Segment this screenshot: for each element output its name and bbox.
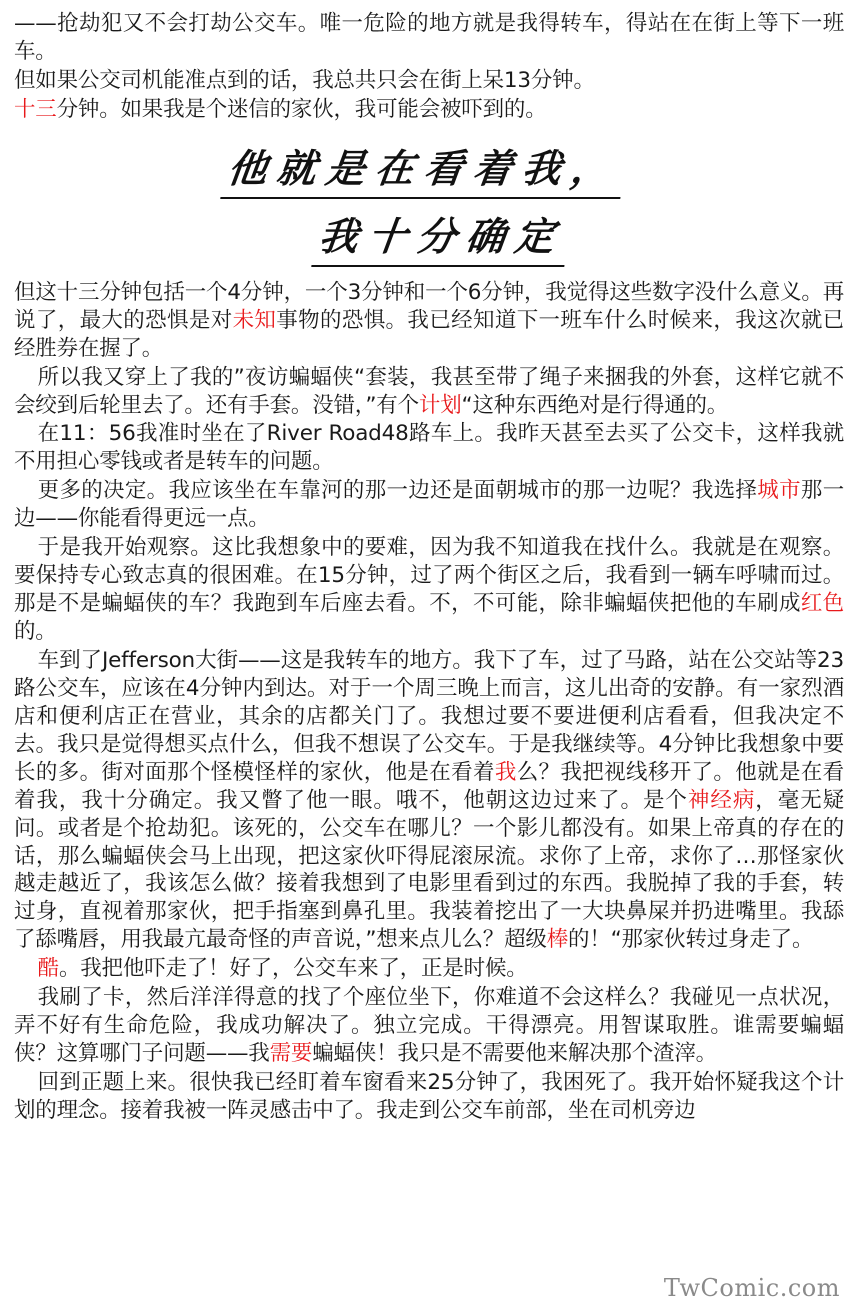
text-run: 事物的恐惧。我已经知道下一班车什么时候来，我这次就已经胜券在握了。 xyxy=(14,307,844,361)
paragraph-7 xyxy=(14,477,844,533)
paragraph-9 xyxy=(14,647,844,954)
watermark: TwComic.com xyxy=(663,1274,840,1302)
text-run-highlight: 我 xyxy=(494,759,517,785)
text-run: 在11：56我准时坐在了River Road48路车上。我昨天甚至去买了公交卡，这样我就不用担心零钱或者是转车的问题。 xyxy=(14,421,844,475)
text-run-highlight: 需要 xyxy=(269,1041,313,1067)
text-run-highlight: 计划 xyxy=(418,392,462,418)
paragraph-3 xyxy=(14,96,844,124)
text-run: 的！“那家伙转过身走了。 xyxy=(568,927,814,953)
paragraph-12 xyxy=(14,1069,844,1125)
paragraph-6 xyxy=(14,420,844,476)
text-run: 的。 xyxy=(14,619,57,644)
text-run-highlight: 酷 xyxy=(37,956,59,982)
paragraph-8 xyxy=(14,534,844,646)
text-run: 我刷了卡，然后洋洋得意的找了个座位坐下，你难道不会这样么？我碰见一点状况，弄不好有生命危险，我成功解决了。独立完成。干得漂亮。用智谋取胜。谁需要蝙蝠侠？这算哪门子问题——我 xyxy=(14,985,844,1067)
paragraph-5 xyxy=(14,364,844,420)
text-run: 于是我开始观察。这比我想象中的要难，因为我不知道我在找什么。我就是在观察。要保持专心致志真的很困难。在15分钟，过了两个街区之后，我看到一辆车呼啸而过。那是不是蝙蝠侠的车？我跑到车后座去看。不，不可能，除非蝙蝠侠把他的车刷成 xyxy=(14,535,844,617)
text-run: 所以我又穿上了我的”夜访蝙蝠侠“套装，我甚至带了绳子来捆我的外套，这样它就不会绞到后轮里去了。还有手套。没错，”有个 xyxy=(14,364,844,418)
paragraph-1 xyxy=(14,10,844,66)
text-run-highlight: 十三 xyxy=(14,96,57,122)
text-run-highlight: 棒 xyxy=(546,927,569,953)
text-run: ——抢劫犯又不会打劫公交车。唯一危险的地方就是我得转车，得站在在街上等下一班车。 xyxy=(14,11,844,64)
text-run: 但这十三分钟包括一个4分钟，一个3分钟和一个6分钟，我觉得这些数字没什么意义。再说了，最大的恐惧是对 xyxy=(14,279,844,333)
text-run: “这种东西绝对是行得通的。 xyxy=(461,392,729,418)
paragraph-4 xyxy=(14,279,844,363)
handwritten-title xyxy=(14,138,844,267)
text-run: 那一边——你能看得更远一点。 xyxy=(14,478,844,532)
text-run: 回到正题上来。很快我已经盯着车窗看来25分钟了，我困死了。我开始怀疑我这个计划的理念。接着我被一阵灵感击中了。我走到公交车前部，坐在司机旁边 xyxy=(14,1070,844,1123)
text-run-highlight: 城市 xyxy=(757,478,801,504)
text-run: 车到了Jefferson大街——这是我转车的地方。我下了车，过了马路，站在公交站等23路公交车，应该在4分钟内到达。对于一个周三晚上而言，这儿出奇的安静。有一家烈酒店和便利店正在营业，其余的店都关门了。我想过要不要进便利店看看，但我决定不去。我只是觉得想买点什么，但我不想误了公交车。于是我继续等。4分钟比我想象中要长的多。街对面那个怪模怪样的家伙，他是在看着 xyxy=(14,647,844,785)
handwritten-title-line-1: 他就是在看着我， xyxy=(220,138,628,199)
paragraph-2 xyxy=(14,67,844,95)
text-run: 。我把他吓走了！好了，公交车来了，正是时候。 xyxy=(58,956,528,982)
text-run-highlight: 神经病 xyxy=(687,787,756,813)
text-run: 更多的决定。我应该坐在车靠河的那一边还是面朝城市的那一边呢？我选择 xyxy=(37,478,758,504)
text-run: 但如果公交司机能准点到的话，我总共只会在街上呆13分钟。 xyxy=(14,67,595,93)
text-run: 么？我把视线移开了。他就是在看着我，我十分确定。我又瞥了他一眼。哦不，他朝这边过来了。是个 xyxy=(14,759,844,813)
paragraph-10 xyxy=(14,955,844,983)
handwritten-title-line-2: 我十分确定 xyxy=(312,206,573,267)
text-run: 分钟。如果我是个迷信的家伙，我可能会被吓到的。 xyxy=(56,96,547,122)
text-run-highlight: 未知 xyxy=(232,307,277,333)
paragraph-11 xyxy=(14,984,844,1068)
text-run: 蝙蝠侠！我只是不需要他来解决那个渣滓。 xyxy=(312,1041,717,1067)
text-run: ，毫无疑问。或者是个抢劫犯。该死的，公交车在哪儿？一个影儿都没有。如果上帝真的存在的话，那么蝙蝠侠会马上出现，把这家伙吓得屁滚尿流。求你了上帝，求你了…那怪家伙越走越近了，我该怎么做？接着我想到了电影里看到过的东西。我脱掉了我的手套，转过身，直视着那家伙，把手指塞到鼻孔里。我装着挖出了一大块鼻屎并扔进嘴里。我舔了舔嘴唇，用我最亢最奇怪的声音说，”想来点儿么？超级 xyxy=(14,787,844,953)
text-run-highlight: 红色 xyxy=(800,591,844,617)
